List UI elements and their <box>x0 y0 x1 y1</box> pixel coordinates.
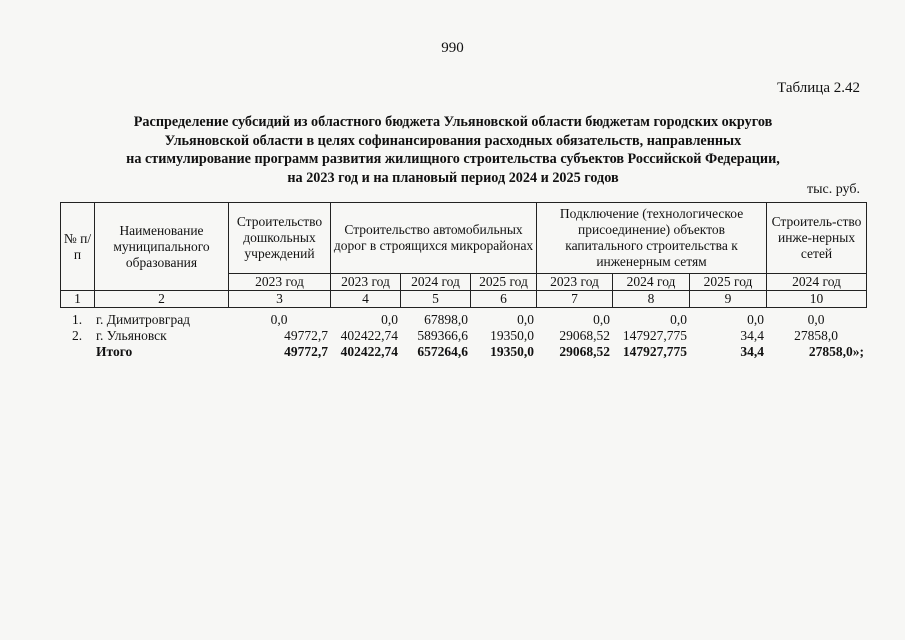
column-number: 1 <box>61 291 95 308</box>
units-label: тыс. руб. <box>807 182 860 197</box>
column-number: 8 <box>613 291 690 308</box>
column-number: 6 <box>471 291 537 308</box>
header-num: № п/п <box>61 203 95 291</box>
header-name: Наименование муниципального образования <box>95 203 229 291</box>
total-value: 19350,0 <box>490 344 534 359</box>
row-value: 0,0 <box>670 312 687 327</box>
table-row <box>60 328 866 344</box>
total-value: 29068,52 <box>559 344 610 359</box>
header-year: 2024 год <box>613 274 690 291</box>
row-value: 19350,0 <box>490 328 534 343</box>
header-preschool: Строительство дошкольных учреждений <box>229 203 331 274</box>
header-year: 2023 год <box>331 274 401 291</box>
table-label: Таблица 2.42 <box>777 80 860 96</box>
column-number: 9 <box>690 291 767 308</box>
page-number: 990 <box>441 40 464 56</box>
row-value: 589366,6 <box>417 328 468 343</box>
title-line-1: Распределение субсидий из областного бюджета Ульяновской области бюджетам городских округов <box>133 114 773 130</box>
row-value: 402422,74 <box>340 328 398 343</box>
total-value: 49772,7 <box>284 344 328 359</box>
table-row <box>60 312 866 328</box>
row-value: 0,0 <box>807 312 825 327</box>
table-header <box>60 202 867 308</box>
row-value: 34,4 <box>740 328 764 343</box>
header-engineering: Строитель-ство инже-нерных сетей <box>767 203 867 274</box>
header-year: 2024 год <box>401 274 471 291</box>
header-year: 2024 год <box>767 274 867 291</box>
row-value: 0,0 <box>517 312 534 327</box>
row-name: г. Ульяновск <box>96 328 167 343</box>
column-number: 2 <box>95 291 229 308</box>
column-number: 3 <box>229 291 331 308</box>
total-value: 27858,0»; <box>808 344 864 359</box>
row-value: 0,0 <box>270 312 288 327</box>
row-value: 49772,7 <box>284 328 328 343</box>
column-number: 5 <box>401 291 471 308</box>
total-value: 147927,775 <box>622 344 687 359</box>
row-value: 0,0 <box>747 312 764 327</box>
header-year: 2025 год <box>690 274 767 291</box>
row-value: 147927,775 <box>622 328 687 343</box>
header-year: 2023 год <box>229 274 331 291</box>
header-connection: Подключение (технологическое присоединение) объектов капитального строительства к инженерным сетям <box>537 203 767 274</box>
row-value: 0,0 <box>593 312 610 327</box>
header-roads: Строительство автомобильных дорог в строящихся микрорайонах <box>331 203 537 274</box>
column-number: 4 <box>331 291 401 308</box>
row-index: 1. <box>71 312 83 327</box>
column-number: 10 <box>767 291 867 308</box>
total-value: 402422,74 <box>340 344 398 359</box>
title-line-2: Ульяновской области в целях софинансирования расходных обязательств, направленных <box>164 132 742 149</box>
row-value: 67898,0 <box>424 312 468 327</box>
total-row <box>60 344 866 360</box>
header-year: 2025 год <box>471 274 537 291</box>
row-value: 0,0 <box>381 312 398 327</box>
total-value: 34,4 <box>740 344 764 359</box>
row-value: 27858,0 <box>794 328 838 343</box>
row-name: г. Димитровград <box>96 312 191 327</box>
column-number: 7 <box>537 291 613 308</box>
title-line-4: на 2023 год и на плановый период 2024 и 2025 годов <box>287 169 619 186</box>
total-label: Итого <box>96 344 133 359</box>
title-line-3: на стимулирование программ развития жилищного строительства субъектов Российской Федерации, <box>126 151 780 167</box>
table-body <box>60 312 866 360</box>
total-index <box>60 344 94 360</box>
document-title <box>40 113 866 187</box>
header-year: 2023 год <box>537 274 613 291</box>
row-value: 29068,52 <box>559 328 610 343</box>
row-index: 2. <box>71 328 83 343</box>
total-value: 657264,6 <box>417 344 468 359</box>
